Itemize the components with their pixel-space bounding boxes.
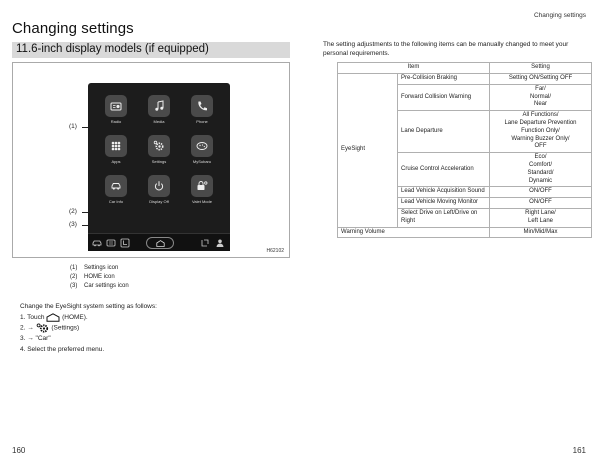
app-mysubaru[interactable] — [184, 135, 220, 164]
step-2 — [20, 323, 157, 334]
table-cell-item: Select Drive on Left/Drive on Right — [398, 208, 490, 227]
radio-icon — [110, 100, 122, 112]
category-eyesight: EyeSight — [338, 74, 398, 228]
climate-icon[interactable] — [106, 238, 116, 248]
app-tile — [191, 135, 213, 157]
app-label: Valet Mode — [192, 199, 212, 204]
app-radio[interactable] — [98, 95, 134, 124]
table-cell-setting — [490, 84, 592, 110]
step-2-suffix: (Settings) — [51, 324, 80, 332]
app-valet-mode[interactable] — [184, 175, 220, 204]
setting-line: ON/OFF — [529, 199, 552, 206]
table-cell-item: Pre-Collision Braking — [398, 74, 490, 85]
home-icon — [156, 240, 165, 247]
step-3: 3. → "Car" — [20, 335, 51, 343]
bottom-bar — [88, 233, 230, 251]
app-tile — [105, 95, 127, 117]
car-settings-icon[interactable] — [92, 238, 102, 248]
table-cell-item: Lead Vehicle Moving Monitor — [398, 198, 490, 209]
seat-icon[interactable] — [120, 238, 130, 248]
app-label: MySubaru — [192, 159, 212, 164]
setting-line: Comfort/ — [528, 161, 552, 168]
running-head: Changing settings — [533, 12, 586, 19]
setting-line: Left Lane — [527, 217, 554, 224]
figure-captions — [70, 264, 129, 290]
callout-1-label: (1) — [69, 123, 77, 130]
app-tile — [148, 135, 170, 157]
setting-line: Setting ON/Setting OFF — [508, 75, 573, 81]
step-2-prefix: 2. → — [20, 324, 34, 332]
app-label: Media — [153, 119, 165, 124]
app-label: Apps — [111, 159, 121, 164]
app-tile — [191, 95, 213, 117]
app-label: Display Off — [149, 199, 169, 204]
table-cell-item: Cruise Control Acceleration — [398, 153, 490, 187]
caption-row — [70, 273, 129, 282]
table-cell-setting: Min/Mid/Max — [490, 227, 592, 238]
app-tile — [148, 95, 170, 117]
caption-number: (2) — [70, 273, 78, 280]
setting-line: Near — [533, 101, 547, 108]
head-unit-screen — [88, 83, 230, 251]
valet-icon — [196, 180, 208, 192]
setting-line: Eco/ — [534, 154, 547, 161]
chapter-title: Changing settings — [12, 20, 134, 37]
table-cell-item: Lane Departure — [398, 111, 490, 153]
caption-row — [70, 282, 129, 291]
right-intro: The setting adjustments to the following items can be manually changed to meet your personal requirements. — [323, 41, 569, 57]
setting-line: Normal/ — [529, 93, 551, 100]
caption-text: Settings icon — [84, 265, 119, 271]
app-tile — [148, 175, 170, 197]
caption-number: (3) — [70, 282, 78, 289]
table-row — [338, 227, 592, 238]
power-icon — [153, 180, 165, 192]
app-settings[interactable] — [141, 135, 177, 164]
profile-icon[interactable] — [215, 238, 225, 248]
setting-line: OFF — [534, 143, 547, 150]
gear-icon — [153, 140, 165, 152]
home-icon — [46, 313, 60, 322]
callout-3-label: (3) — [69, 221, 77, 228]
setting-line: All Functions/ — [522, 112, 559, 119]
app-label: Settings — [151, 159, 167, 164]
music-note-icon — [153, 100, 165, 112]
table-cell-setting — [490, 208, 592, 227]
instruction-steps — [20, 302, 157, 355]
table-cell-setting — [490, 187, 592, 198]
mysubaru-icon — [196, 140, 208, 152]
app-label: Radio — [110, 119, 122, 124]
caption-text: Car settings icon — [84, 282, 129, 289]
figure-id: H62102 — [266, 248, 284, 254]
header-setting: Setting — [490, 63, 592, 74]
setting-line: Dynamic — [528, 177, 553, 184]
rear-climate-icon[interactable] — [200, 238, 210, 248]
step-1-suffix: (HOME). — [62, 313, 88, 321]
settings-table — [337, 62, 592, 238]
table-cell-setting — [490, 74, 592, 85]
table-header-row — [338, 63, 592, 74]
page-number-right: 161 — [572, 446, 586, 455]
app-display-off[interactable] — [141, 175, 177, 204]
page-number-left: 160 — [12, 446, 26, 455]
table-cell-item: Lead Vehicle Acquisition Sound — [398, 187, 490, 198]
display-figure — [12, 62, 290, 258]
table-cell-setting — [490, 198, 592, 209]
caption-row — [70, 264, 129, 273]
step-4: 4. Select the preferred menu. — [20, 345, 105, 353]
table-cell-setting — [490, 111, 592, 153]
callout-2-label: (2) — [69, 208, 77, 215]
table-cell-setting — [490, 153, 592, 187]
car-icon — [110, 180, 122, 192]
table-cell-item: Forward Collision Warning — [398, 84, 490, 110]
app-tile — [105, 175, 127, 197]
table-cell-item: Warning Volume — [338, 227, 490, 238]
section-bar — [12, 42, 290, 58]
header-item: Item — [338, 63, 490, 74]
home-button[interactable] — [146, 237, 174, 249]
setting-line: Standard/ — [527, 169, 554, 176]
app-car-info[interactable] — [98, 175, 134, 204]
apps-grid-icon — [110, 140, 122, 152]
caption-text: HOME icon — [84, 273, 115, 280]
table-row — [338, 74, 592, 85]
step-1 — [20, 313, 157, 324]
setting-line: ON/OFF — [529, 188, 552, 195]
app-phone[interactable] — [184, 95, 220, 124]
gear-icon — [36, 323, 50, 333]
app-tile — [191, 175, 213, 197]
instruction-intro: Change the EyeSight system setting as follows: — [20, 303, 157, 310]
phone-icon — [196, 100, 208, 112]
app-tile — [105, 135, 127, 157]
setting-line: Right Lane/ — [525, 209, 556, 216]
caption-number: (1) — [70, 265, 78, 271]
app-media[interactable] — [141, 95, 177, 124]
setting-line: Lane Departure Prevention — [504, 119, 577, 126]
setting-line: Warning Buzzer Only/ — [511, 135, 570, 142]
setting-line: Far/ — [535, 85, 546, 92]
section-title: 11.6-inch display models (if equipped) — [16, 43, 209, 55]
app-apps[interactable] — [98, 135, 134, 164]
app-label: Phone — [196, 119, 208, 124]
app-label: Car Info — [108, 199, 124, 204]
setting-line: Function Only/ — [521, 127, 560, 134]
step-1-prefix: 1. Touch — [20, 313, 45, 321]
